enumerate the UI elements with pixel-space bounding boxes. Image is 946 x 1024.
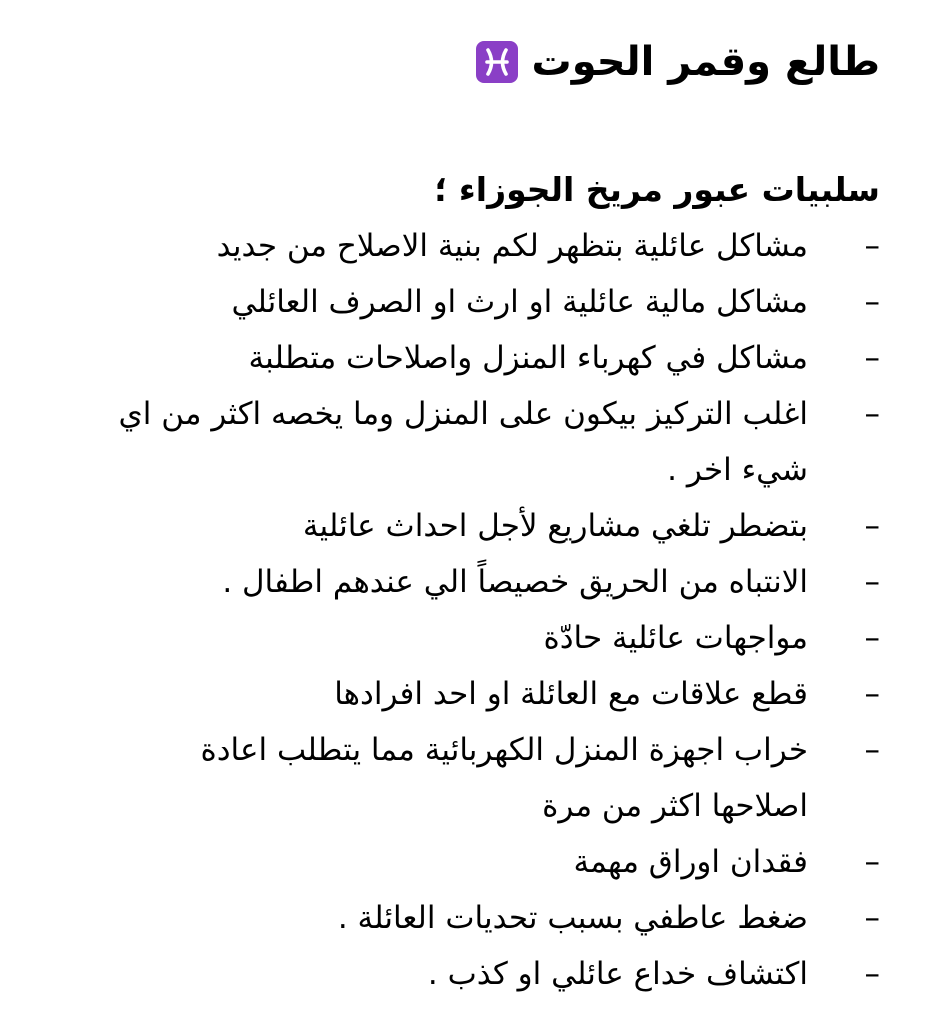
list-item (40, 890, 880, 946)
bullet-dash: – (864, 676, 880, 712)
pisces-zodiac-icon (476, 41, 518, 83)
title-row (40, 34, 880, 90)
list-item (40, 330, 880, 386)
list-item-text: ضغط عاطفي بسبب تحديات العائلة . (337, 900, 808, 936)
list-item (40, 946, 880, 1002)
list-item-text: خراب اجهزة المنزل الكهربائية مما يتطلب اعادة اصلاحها اكثر من مرة (200, 732, 808, 824)
bullet-dash: – (864, 956, 880, 992)
bullet-dash: – (864, 564, 880, 600)
list-item (40, 218, 880, 274)
bullet-dash: – (864, 228, 880, 264)
list-item-text: بتضطر تلغي مشاريع لأجل احداث عائلية (302, 508, 808, 544)
list-item-text: اغلب التركيز بيكون على المنزل وما يخصه اكثر من اي شيء اخر . (118, 396, 808, 488)
list-item-text: مشاكل في كهرباء المنزل واصلاحات متطلبة (248, 340, 808, 376)
bullet-dash: – (864, 732, 880, 768)
list-item (40, 554, 880, 610)
list-item (40, 722, 880, 834)
bullet-dash: – (864, 900, 880, 936)
list-item (40, 498, 880, 554)
section-heading: سلبيات عبور مريخ الجوزاء ؛ (434, 170, 880, 209)
list-item-text: الانتباه من الحريق خصيصاً الي عندهم اطفال . (222, 564, 808, 600)
list-item-text: مواجهات عائلية حادّة (543, 620, 808, 656)
negatives-list (40, 218, 880, 1002)
bullet-dash: – (864, 844, 880, 880)
list-item (40, 834, 880, 890)
list-item (40, 610, 880, 666)
list-item (40, 274, 880, 330)
bullet-dash: – (864, 396, 880, 432)
bullet-dash: – (864, 620, 880, 656)
list-item-text: مشاكل مالية عائلية او ارث او الصرف العائلي (231, 284, 808, 320)
bullet-dash: – (864, 284, 880, 320)
page-title: طالع وقمر الحوت (531, 39, 880, 85)
list-item-text: مشاكل عائلية بتظهر لكم بنية الاصلاح من جديد (216, 228, 808, 264)
list-item-text: اكتشاف خداع عائلي او كذب . (427, 956, 808, 992)
list-item-text: فقدان اوراق مهمة (573, 844, 808, 880)
list-item (40, 666, 880, 722)
bullet-dash: – (864, 508, 880, 544)
list-item-text: قطع علاقات مع العائلة او احد افرادها (334, 676, 808, 712)
list-item (40, 386, 880, 498)
bullet-dash: – (864, 340, 880, 376)
